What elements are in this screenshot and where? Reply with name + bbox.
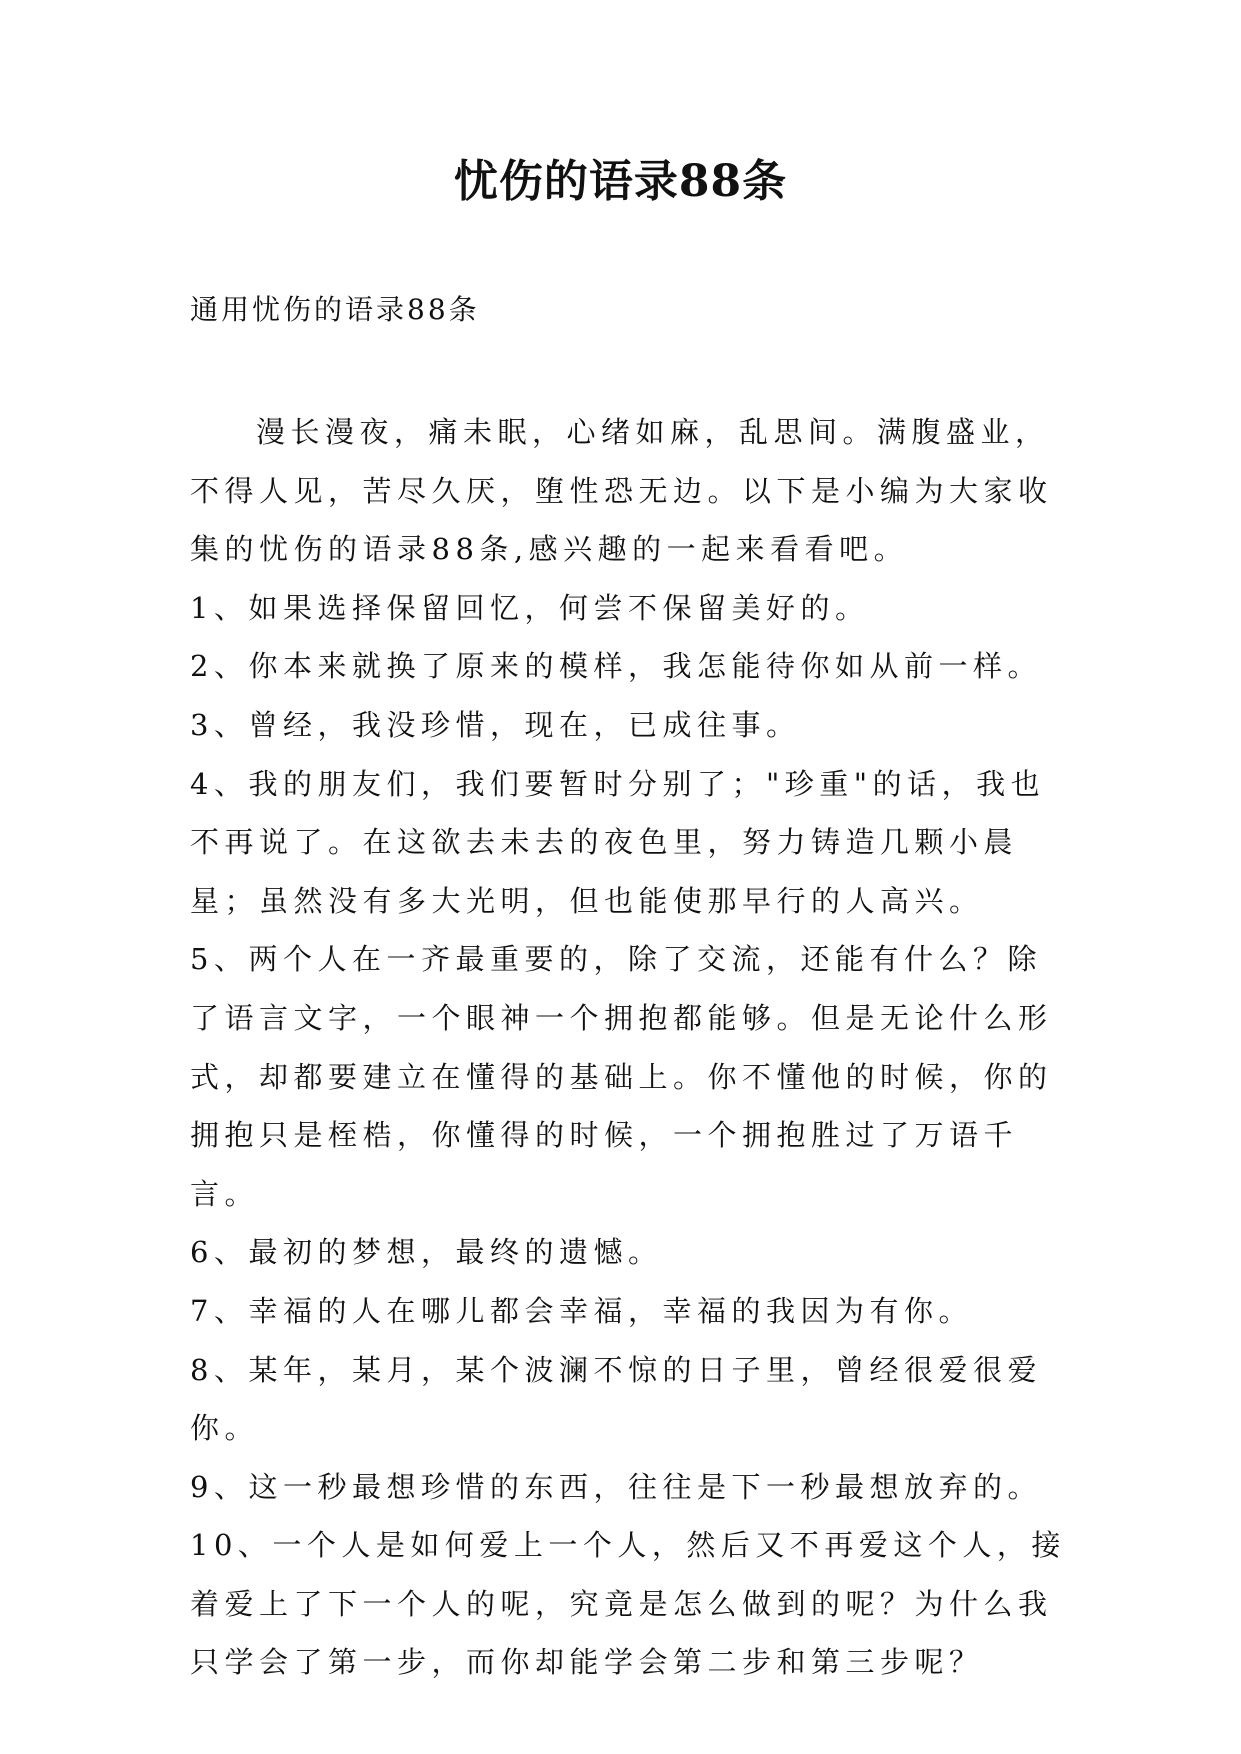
document-title: 忧伤的语录88条 xyxy=(453,156,788,207)
list-item: 4、我的朋友们，我们要暂时分别了；"珍重"的话，我也不再说了。在这欲去未去的夜色里，努力铸造几颗小晨星；虽然没有多大光明，但也能使那早行的人高兴。 xyxy=(190,766,1046,918)
list-item: 3、曾经，我没珍惜，现在，已成往事。 xyxy=(190,707,801,742)
list-item: 10、一个人是如何爱上一个人，然后又不再爱这个人，接着爱上了下一个人的呢，究竟是怎么做到的呢？为什么我只学会了第一步，而你却能学会第二步和第三步呢？ xyxy=(190,1528,1066,1680)
list-item: 9、这一秒最想珍惜的东西，往往是下一秒最想放弃的。 xyxy=(190,1469,1042,1504)
intro-paragraph: 漫长漫夜，痛未眠，心绪如麻，乱思间。满腹盛业，不得人见，苦尽久厌，堕性恐无边。以下是小编为大家收集的忧伤的语录88条,感兴趣的一起来看看吧。 xyxy=(190,415,1053,567)
list-item: 2、你本来就换了原来的模样，我怎能待你如从前一样。 xyxy=(190,649,1042,684)
list-item: 6、最初的梦想，最终的遗憾。 xyxy=(190,1235,663,1270)
document-body xyxy=(190,403,1070,1692)
list-item: 7、幸福的人在哪儿都会幸福，幸福的我因为有你。 xyxy=(190,1293,973,1328)
list-item: 1、如果选择保留回忆，何尝不保留美好的。 xyxy=(190,590,870,625)
list-item: 8、某年，某月，某个波澜不惊的日子里，曾经很爱很爱你。 xyxy=(190,1352,1042,1446)
document-subtitle: 通用忧伤的语录88条 xyxy=(190,293,480,326)
list-item: 5、两个人在一齐最重要的，除了交流，还能有什么？除了语言文字，一个眼神一个拥抱都能够。但是无论什么形式，却都要建立在懂得的基础上。你不懂他的时候，你的拥抱只是桎梏，你懂得的时候，一个拥抱胜过了万语千言。 xyxy=(190,942,1053,1211)
